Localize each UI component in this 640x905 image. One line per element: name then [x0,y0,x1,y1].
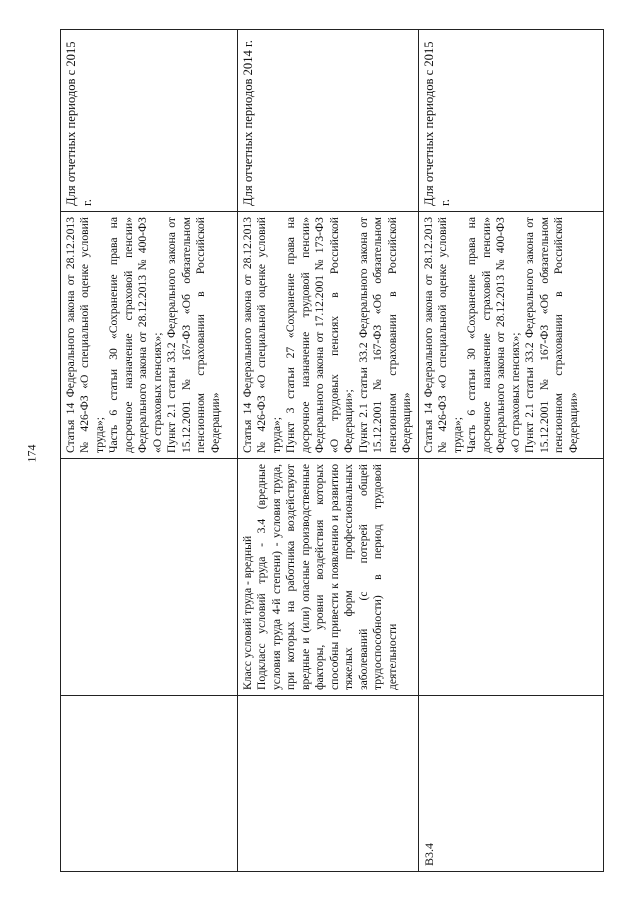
description-cell [238,459,419,696]
description-cell [418,459,603,696]
code-cell: В3.4 [418,696,603,872]
code-cell [238,696,419,872]
description-cell [61,459,238,696]
period-cell: Для отчетных периодов 2014 г. [238,30,419,212]
rotated-table-wrapper [60,30,580,872]
codes-table [60,29,604,872]
legal-basis-cell [418,212,603,459]
table-row [238,30,419,872]
page-number: 174 [24,444,39,463]
legal-basis-cell [61,212,238,459]
period-cell: Для отчетных периодов с 2015 г. [418,30,603,212]
code-cell [61,696,238,872]
legal-basis-text: Статья 14 Федерального закона от 28.12.2013 № 426-ФЗ «О специальной оценке условий труда»; Часть 6 статьи 30 «Сохранение права на досрочное назначение страховой пенсии» Федерального закона от 28.12.2013 № 400-ФЗ «О страховых пенсиях»; Пункт 2.1 статьи 33.2 Федерального закона от 15.12.2001 № 167-ФЗ «Об обязательном пенсионном страховании в Российской Федерации» [421,217,580,453]
legal-basis-cell [238,212,419,459]
period-cell: Для отчетных периодов с 2015 г. [61,30,238,212]
legal-basis-text: Статья 14 Федерального закона от 28.12.2013 № 426-ФЗ «О специальной оценке условий труда»; Пункт 3 статьи 27 «Сохранение права на досрочное назначение трудовой пенсии» Федерального закона от 17.12.2001 № 173-ФЗ «О трудовых пенсиях в Российской Федерации»; Пункт 2.1 статьи 33.2 Федерального закона от 15.12.2001 № 167-ФЗ «Об обязательном пенсионном страховании в Российской Федерации» [241,217,414,453]
legal-basis-text: Статья 14 Федерального закона от 28.12.2013 № 426-ФЗ «О специальной оценке условий труда»; Часть 6 статьи 30 «Сохранение права на досрочное назначение страховой пенсии» Федерального закона от 28.12.2013 № 400-ФЗ «О страховых пенсиях»; Пункт 2.1 статьи 33.2 Федерального закона от 15.12.2001 № 167-ФЗ «Об обязательном пенсионном страховании в Российской Федерации» [64,217,222,453]
table-row [418,30,603,872]
table-row [61,30,238,872]
description-text: Класс условий труда - вредный Подкласс условий труда - 3.4 (вредные условия труда 4-й степени) - условия труда, при которых на работника воздействуют вредные и (или) опасные производственные факторы, уровни воздействия которых способны привести к появлению и развитию тяжелых форм профессиональных заболеваний (с потерей общей трудоспособности) в период трудовой деятельности [241,464,399,690]
